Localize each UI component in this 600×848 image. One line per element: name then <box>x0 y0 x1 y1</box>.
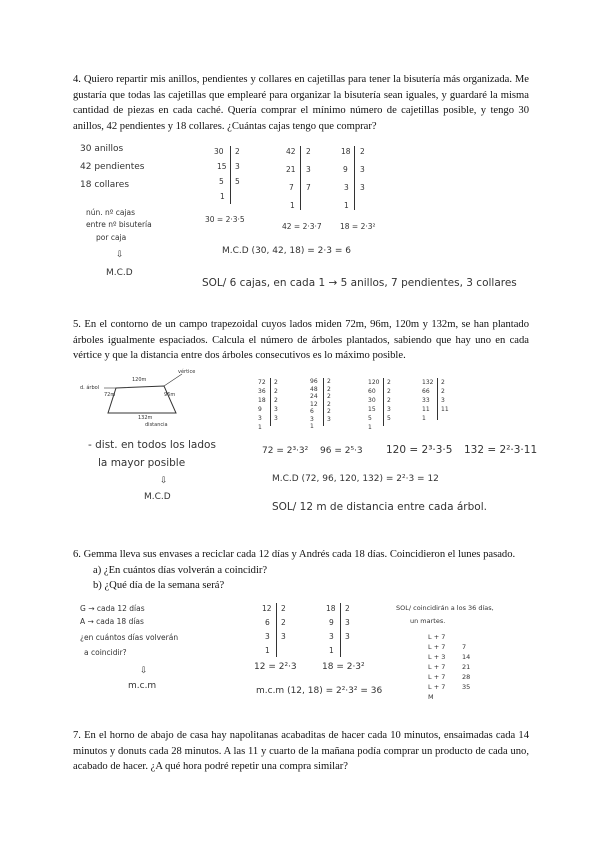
problem-6-sub-b: b) ¿Qué día de la semana será? <box>93 580 225 592</box>
problem-7-text: 7. En el horno de abajo de casa hay napolitanas acabaditas de hacer cada 10 minutos, ensaimadas cada 14 minutos y donuts cada 28 minutos. A las 11 y cuarto de la mañana podía comprar un producto de cada uno, acabado de hacer. ¿A qué hora podré repetir una compra similar? <box>73 730 529 773</box>
p5-mcd: M.C.D (72, 96, 120, 132) = 2²·3 = 12 <box>272 474 439 484</box>
p5-reasoning-2: la mayor posible <box>98 457 186 469</box>
problem-5-text: 5. En el contorno de un campo trapezoidal cuyos lados miden 72m, 96m, 120m y 132m, se han plantado árboles igualmente espaciados. Calcula el número de árboles plantados, sabiendo que hay uno en cada vértice y que la distancia entre dos árboles consecutivos es lo máximo posible. <box>73 319 529 362</box>
problem-5-statement <box>73 317 529 364</box>
p5-reasoning-1: - dist. en todos los lados <box>88 439 216 451</box>
p6-data-gemma: G → cada 12 días <box>80 604 145 613</box>
trap-bottom-label: 132m <box>138 415 153 421</box>
p4-data-anillos: 30 anillos <box>80 144 124 154</box>
p5-fact-120: 120 = 2³·3·5 <box>386 444 453 456</box>
p4-reasoning-1: nún. nº cajas <box>86 208 136 217</box>
p5-fact-72: 72 = 2³·3² <box>262 446 309 456</box>
problem-7-statement <box>73 728 529 775</box>
p6-reasoning-2: a coincidir? <box>84 648 127 657</box>
problem-6-statement <box>73 547 529 594</box>
p6-week-nums: 7 14 21 28 35 <box>462 643 471 691</box>
trap-left-label: 72m <box>104 392 116 398</box>
p5-fact-96: 96 = 2⁵·3 <box>320 446 363 456</box>
trap-right-label: 96m <box>164 392 176 398</box>
p5-fact-132: 132 = 2²·3·11 <box>464 444 538 456</box>
problem-6-text: 6. Gemma lleva sus envases a reciclar cada 12 días y Andrés cada 18 días. Coincidieron el lunes pasado. <box>73 549 516 560</box>
p6-data-andres: A → cada 18 días <box>80 617 144 626</box>
p6-method: m.c.m <box>128 681 157 691</box>
p6-arrow-icon: ⇩ <box>140 666 148 676</box>
p4-method: M.C.D <box>106 268 133 278</box>
p6-solution-head: SOL/ coincidirán a los 36 días, <box>396 604 494 612</box>
p4-reasoning-3: por caja <box>96 233 127 242</box>
p4-fact-42: 42 = 2·3·7 <box>282 222 322 231</box>
p6-solution-head-2: un martes. <box>410 617 446 625</box>
trap-note-tree: d. árbol <box>80 385 100 391</box>
trap-top-label: 120m <box>132 377 147 383</box>
p4-mcd: M.C.D (30, 42, 18) = 2·3 = 6 <box>222 246 351 256</box>
p4-solution: SOL/ 6 cajas, en cada 1 → 5 anillos, 7 pendientes, 3 collares <box>202 277 517 289</box>
p6-fact-18: 18 = 2·3² <box>322 662 365 672</box>
problem-4-text: 4. Quiero repartir mis anillos, pendientes y collares en cajetillas para tener la bisutería más organizada. Me gustaría que todas las cajetillas que emplearé para organizar la bisutería sean iguales, y guardaré la misma cantidad de piezas en cada caché. Quería comprar el mínimo número de cajetillas posible, y tengo 30 anillos, 42 pendientes y 18 collares. ¿Cuántas cajas tengo que comprar? <box>73 74 529 132</box>
problem-6-sub-a: a) ¿En cuántos días volverán a coincidir? <box>93 564 268 576</box>
p4-fact-18: 18 = 2·3² <box>340 222 376 231</box>
p4-arrow-icon: ⇩ <box>116 250 124 260</box>
p6-reasoning-1: ¿en cuántos días volverán <box>80 633 179 642</box>
trap-note-vertex: vértice <box>178 369 196 375</box>
p4-fact-30: 30 = 2·3·5 <box>205 215 245 224</box>
problem-4-statement <box>73 72 529 134</box>
p6-fact-12: 12 = 2²·3 <box>254 662 297 672</box>
p4-data-pendientes: 42 pendientes <box>80 162 145 172</box>
p4-reasoning-2: entre nº bisutería <box>86 220 152 229</box>
p5-method: M.C.D <box>144 492 171 502</box>
p5-solution: SOL/ 12 m de distancia entre cada árbol. <box>272 501 487 513</box>
p6-week-days: L + 7 L + 7 L + 3 L + 7 L + 7 L + 7 M <box>428 633 446 701</box>
trap-note-distance: distancia <box>145 422 168 428</box>
p5-arrow-icon: ⇩ <box>160 476 168 486</box>
p6-mcm: m.c.m (12, 18) = 2²·3² = 36 <box>256 686 383 696</box>
p4-data-collares: 18 collares <box>80 180 130 190</box>
